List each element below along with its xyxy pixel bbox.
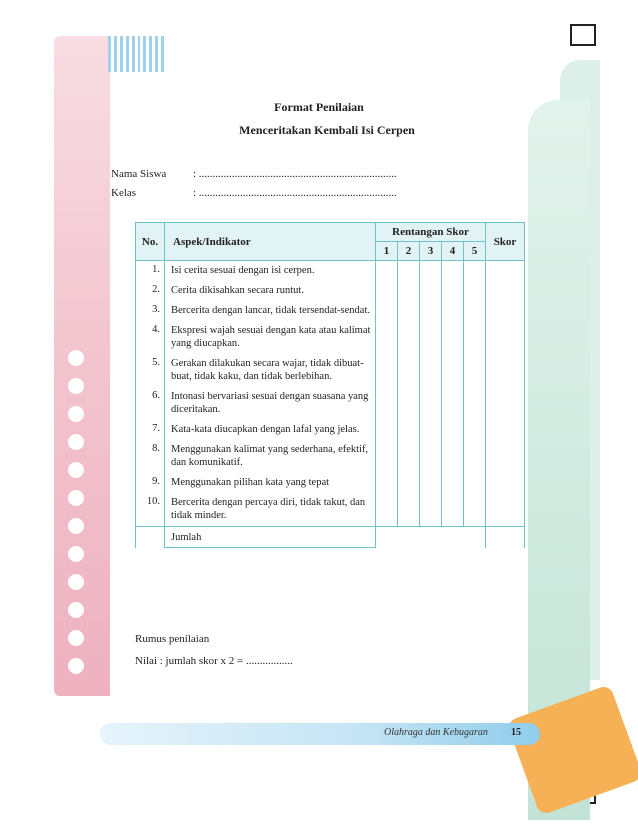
row-indicator: Kata-kata diucapkan dengan lafal yang jelas. (165, 420, 376, 440)
row-indicator: Bercerita dengan lancar, tidak tersendat-sendat. (165, 301, 376, 321)
row-indicator: Menggunakan pilihan kata yang tepat (165, 473, 376, 493)
score-cell (376, 354, 398, 387)
row-number: 7. (136, 420, 165, 440)
skor-cell (486, 387, 525, 420)
row-number: 2. (136, 281, 165, 301)
row-indicator: Menggunakan kalimat yang sederhana, efektif, dan komunikatif. (165, 440, 376, 473)
dot (68, 490, 84, 506)
score-cell (420, 473, 442, 493)
score-cell (376, 440, 398, 473)
crop-mark-top (570, 24, 596, 46)
score-cell (398, 261, 420, 282)
score-cell (464, 440, 486, 473)
decorative-orange-shape (506, 684, 638, 816)
field-dots: : ........................................................................ (193, 168, 397, 180)
row-indicator: Cerita dikisahkan secara runtut. (165, 281, 376, 301)
field-label: Nama Siswa (111, 168, 167, 180)
dot (68, 658, 84, 674)
score-1: 1 (376, 242, 398, 261)
skor-cell (486, 281, 525, 301)
score-cell (420, 493, 442, 527)
score-cell (442, 321, 464, 354)
row-number: 5. (136, 354, 165, 387)
table-row (136, 261, 525, 282)
jumlah-scores (376, 527, 486, 548)
score-cell (464, 261, 486, 282)
score-cell (442, 261, 464, 282)
jumlah-no (136, 527, 165, 548)
table-row (136, 420, 525, 440)
score-cell (442, 493, 464, 527)
table-row (136, 440, 525, 473)
score-cell (398, 301, 420, 321)
score-cell (442, 281, 464, 301)
row-number: 1. (136, 261, 165, 282)
row-indicator: Isi cerita sesuai dengan isi cerpen. (165, 261, 376, 282)
score-cell (464, 281, 486, 301)
dot (68, 574, 84, 590)
score-cell (464, 354, 486, 387)
row-indicator: Ekspresi wajah sesuai dengan kata atau kalimat yang diucapkan. (165, 321, 376, 354)
table-row (136, 387, 525, 420)
skor-cell (486, 321, 525, 354)
jumlah-row (136, 527, 525, 548)
dot (68, 434, 84, 450)
score-cell (420, 261, 442, 282)
field-nama-siswa (111, 168, 397, 180)
score-cell (376, 281, 398, 301)
score-cell (420, 354, 442, 387)
field-label: Kelas (111, 187, 137, 199)
score-cell (420, 440, 442, 473)
rumus-label: Rumus penilaian (135, 633, 210, 645)
skor-cell (486, 493, 525, 527)
score-4: 4 (442, 242, 464, 261)
score-cell (420, 281, 442, 301)
dot (68, 462, 84, 478)
score-5: 5 (464, 242, 486, 261)
score-cell (398, 321, 420, 354)
score-cell (376, 261, 398, 282)
row-number: 8. (136, 440, 165, 473)
score-cell (442, 387, 464, 420)
dot (68, 518, 84, 534)
page-subtitle: Menceritakan Kembali Isi Cerpen (239, 123, 415, 137)
score-cell (398, 281, 420, 301)
score-cell (442, 473, 464, 493)
score-cell (442, 420, 464, 440)
dot (68, 378, 84, 394)
row-indicator: Intonasi bervariasi sesuai dengan suasana yang diceritakan. (165, 387, 376, 420)
table-row (136, 473, 525, 493)
score-cell (376, 321, 398, 354)
score-cell (464, 473, 486, 493)
score-2: 2 (398, 242, 420, 261)
jumlah-label: Jumlah (165, 527, 376, 548)
dot (68, 350, 84, 366)
table-row (136, 354, 525, 387)
row-number: 6. (136, 387, 165, 420)
score-cell (398, 387, 420, 420)
header-no: No. (136, 223, 165, 261)
decorative-blue-bars (108, 36, 164, 72)
row-indicator: Bercerita dengan percaya diri, tidak takut, dan tidak minder. (165, 493, 376, 527)
score-3: 3 (420, 242, 442, 261)
score-cell (420, 321, 442, 354)
field-kelas (111, 187, 397, 199)
score-cell (464, 420, 486, 440)
nilai-formula: Nilai : jumlah skor x 2 = ................. (135, 655, 293, 667)
table-row (136, 281, 525, 301)
row-number: 4. (136, 321, 165, 354)
jumlah-skor (486, 527, 525, 548)
score-cell (464, 387, 486, 420)
score-cell (420, 420, 442, 440)
score-cell (398, 440, 420, 473)
score-cell (420, 301, 442, 321)
row-number: 9. (136, 473, 165, 493)
header-rentangan: Rentangan Skor (376, 223, 486, 242)
score-cell (464, 301, 486, 321)
skor-cell (486, 301, 525, 321)
dot (68, 406, 84, 422)
skor-cell (486, 261, 525, 282)
table-row (136, 301, 525, 321)
table-row (136, 321, 525, 354)
skor-cell (486, 440, 525, 473)
score-cell (376, 301, 398, 321)
dot (68, 630, 84, 646)
score-cell (398, 473, 420, 493)
score-cell (442, 354, 464, 387)
score-cell (376, 493, 398, 527)
page-title: Format Penilaian (274, 100, 364, 114)
score-cell (420, 387, 442, 420)
field-dots: : ........................................................................ (193, 187, 397, 199)
skor-cell (486, 473, 525, 493)
score-cell (398, 420, 420, 440)
dot (68, 602, 84, 618)
dot (68, 546, 84, 562)
table-row (136, 493, 525, 527)
header-aspek: Aspek/Indikator (165, 223, 376, 261)
score-cell (376, 473, 398, 493)
score-cell (398, 354, 420, 387)
score-cell (442, 301, 464, 321)
book-title: Olahraga dan Kebugaran (384, 727, 488, 738)
header-skor: Skor (486, 223, 525, 261)
skor-cell (486, 354, 525, 387)
score-cell (464, 321, 486, 354)
score-cell (376, 387, 398, 420)
score-cell (376, 420, 398, 440)
row-number: 3. (136, 301, 165, 321)
row-number: 10. (136, 493, 165, 527)
page-number: 15 (511, 727, 521, 738)
row-indicator: Gerakan dilakukan secara wajar, tidak dibuat-buat, tidak kaku, dan tidak berlebihan. (165, 354, 376, 387)
skor-cell (486, 420, 525, 440)
score-cell (464, 493, 486, 527)
assessment-table (135, 222, 525, 548)
score-cell (398, 493, 420, 527)
score-cell (442, 440, 464, 473)
